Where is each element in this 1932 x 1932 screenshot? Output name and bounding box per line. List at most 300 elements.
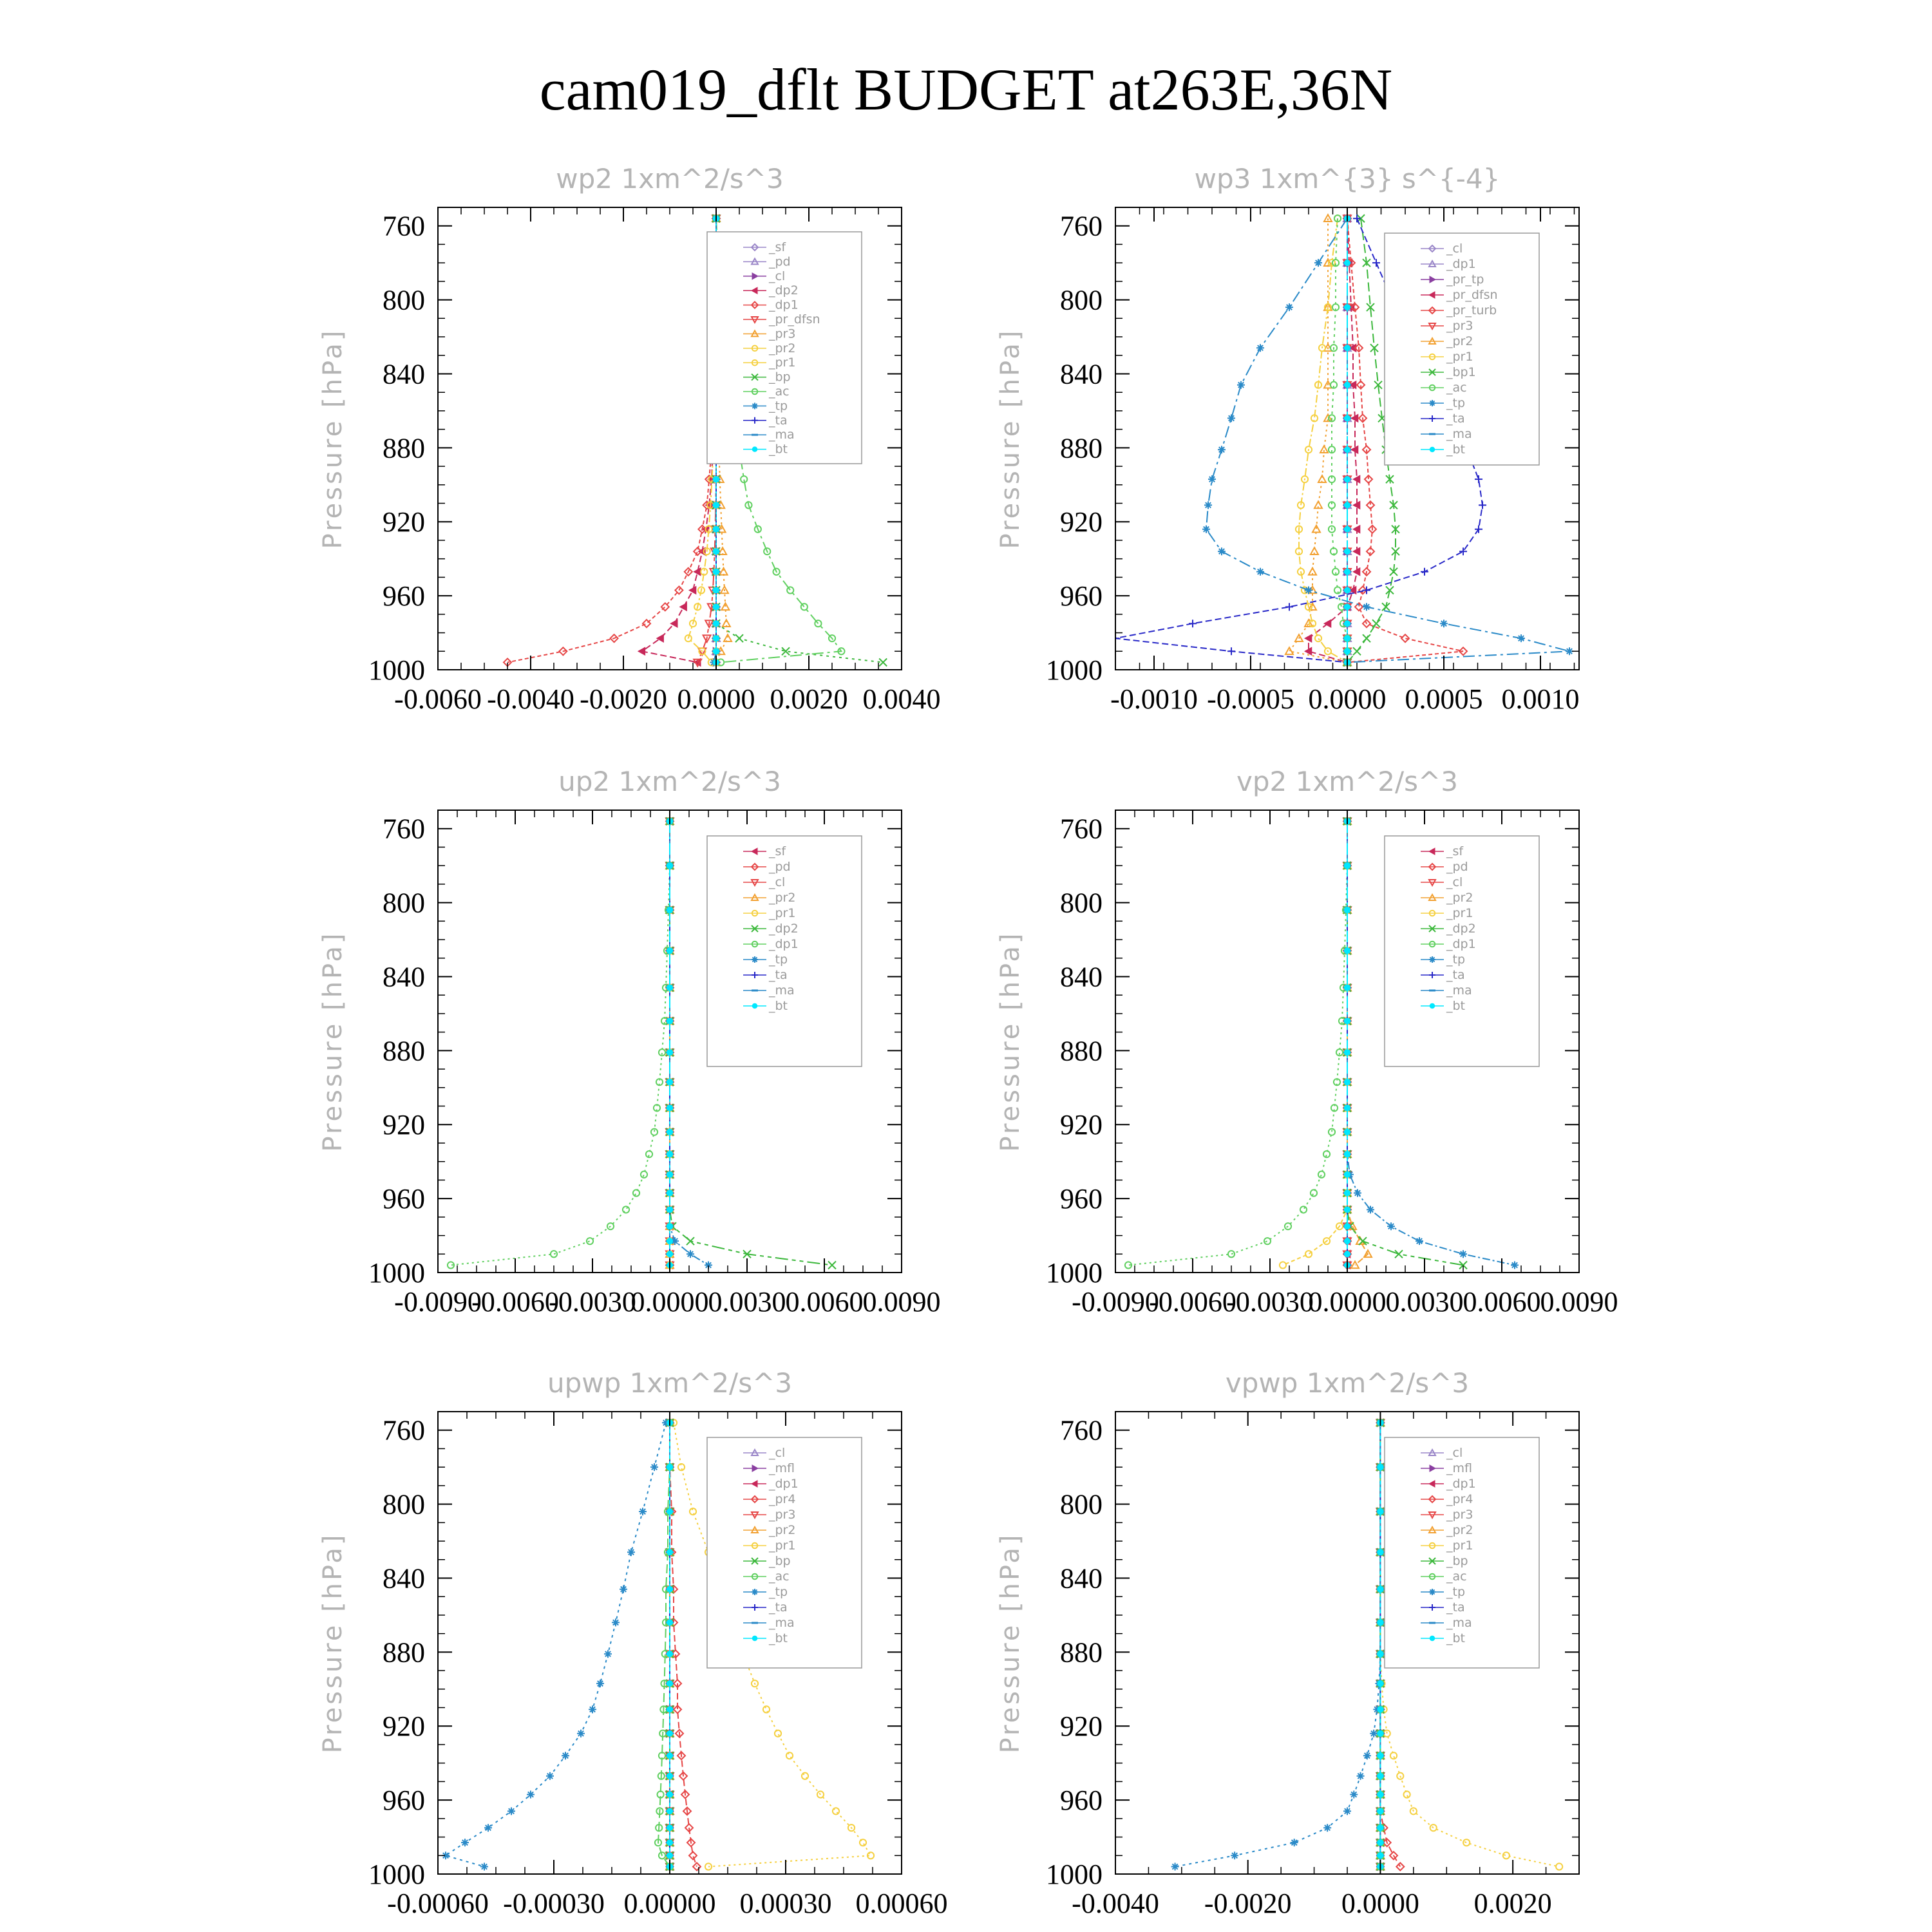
legend-label: _ac (1446, 1569, 1467, 1584)
y-tick-label: 840 (1060, 961, 1103, 993)
data-point-tp (1323, 1824, 1331, 1832)
legend-label: _tp (769, 399, 788, 413)
data-point-bt (1345, 948, 1350, 954)
data-point-tp (1256, 568, 1264, 576)
data-point-tp (687, 1250, 694, 1258)
legend-label: _dp2 (769, 283, 799, 298)
x-tick-label: -0.0005 (1207, 683, 1294, 715)
y-axis-label: Pressure [hPa] (318, 1532, 348, 1754)
data-point-bt (667, 985, 673, 990)
data-point-bt (1378, 1808, 1383, 1814)
legend-label: _bp1 (1446, 365, 1476, 379)
legend-label: _pr1 (769, 906, 796, 920)
data-point-bt (1378, 1853, 1383, 1859)
figure-title: cam019_dflt BUDGET at263E,36N (539, 57, 1393, 122)
data-point-bt (1345, 604, 1350, 610)
y-tick-label: 1000 (1046, 1859, 1103, 1890)
legend-label: _pr2 (1446, 334, 1473, 348)
legend-label: _pd (769, 254, 791, 269)
legend-label: _ta (1446, 968, 1465, 982)
legend-label: _tp (1446, 1585, 1466, 1599)
legend-label: _pr_dfsn (1446, 288, 1498, 302)
legend-label: _ma (1446, 1616, 1472, 1630)
legend-label: _dp1 (769, 937, 799, 951)
data-point-tp (1343, 1807, 1351, 1815)
legend-label: _ta (769, 1600, 788, 1615)
data-point-tp (1363, 603, 1370, 611)
legend-label: _pr1 (769, 355, 796, 370)
legend-marker (752, 447, 757, 452)
panel-title: vpwp 1xm^2/s^3 (1225, 1367, 1470, 1399)
data-point-bt (667, 1238, 673, 1244)
data-point-bt (714, 526, 719, 532)
data-point-tp (577, 1730, 585, 1738)
x-tick-label: -0.00030 (503, 1888, 605, 1919)
y-tick-label: 1000 (1046, 654, 1103, 686)
data-point-bt (667, 1018, 673, 1024)
panel-title: up2 1xm^2/s^3 (558, 766, 781, 797)
y-tick-label: 920 (1060, 1109, 1103, 1141)
legend (707, 1437, 862, 1668)
legend-label: _pr1 (1446, 1539, 1473, 1553)
legend-label: _pr2 (769, 341, 796, 355)
legend-label: _dp1 (769, 298, 799, 312)
x-tick-label: -0.0060 (471, 1286, 559, 1318)
y-tick-label: 880 (1060, 432, 1103, 464)
x-tick-label: -0.0060 (1149, 1286, 1236, 1318)
data-point-bt (1345, 1251, 1350, 1257)
data-point-bt (714, 502, 719, 508)
data-point-bt (1378, 1681, 1383, 1687)
data-point-bt (1378, 1620, 1383, 1625)
data-point-bt (1345, 1190, 1350, 1196)
legend-label: _pr2 (769, 1523, 796, 1537)
legend-label: _pr4 (769, 1492, 796, 1506)
x-tick-label: 0.0000 (630, 1286, 709, 1318)
x-tick-label: -0.0030 (1226, 1286, 1314, 1318)
y-tick-label: 1000 (368, 654, 425, 686)
y-tick-label: 920 (383, 506, 425, 538)
x-tick-label: 0.0010 (1501, 683, 1580, 715)
data-point-bt (667, 1730, 673, 1736)
panel-title: vp2 1xm^2/s^3 (1236, 766, 1458, 797)
data-point-tp (650, 1463, 658, 1471)
data-point-tp (1350, 1791, 1358, 1799)
legend (707, 836, 862, 1066)
data-point-bt (667, 1792, 673, 1797)
x-tick-label: -0.00060 (387, 1888, 489, 1919)
data-point-bt (1378, 1509, 1383, 1515)
y-tick-label: 800 (383, 284, 425, 316)
legend-label: _mfl (769, 1461, 795, 1475)
legend-label: _bt (769, 1631, 788, 1645)
legend-label: _tp (1446, 952, 1466, 967)
data-point-bt (667, 1224, 673, 1229)
y-axis-label: Pressure [hPa] (318, 328, 348, 549)
x-tick-label: 0.00060 (855, 1888, 948, 1919)
panel-title: wp2 1xm^2/s^3 (556, 163, 784, 194)
y-tick-label: 1000 (368, 1257, 425, 1289)
data-point-bt (1378, 1840, 1383, 1846)
x-tick-label: 0.0000 (1308, 683, 1387, 715)
legend-marker (1430, 447, 1435, 452)
data-point-bt (1345, 863, 1350, 869)
legend-label: _bp (1446, 1554, 1468, 1568)
data-point-bt (1378, 1753, 1383, 1759)
data-point-bt (1345, 477, 1350, 482)
legend-marker (1429, 1589, 1435, 1595)
data-point-bt (1378, 1464, 1383, 1470)
data-point-bt (667, 1105, 673, 1111)
data-point-bt (667, 1825, 673, 1831)
data-point-bt (1345, 907, 1350, 913)
legend-label: _pr1 (1446, 350, 1473, 364)
legend-label: _tp (769, 1585, 788, 1599)
legend-label: _cl (769, 875, 786, 889)
y-axis-label: Pressure [hPa] (318, 931, 348, 1152)
data-point-bt (667, 1129, 673, 1135)
legend-label: _bt (1446, 442, 1466, 457)
legend-label: _pr1 (769, 1539, 796, 1553)
legend-marker (1430, 1003, 1435, 1009)
legend-label: _ac (769, 384, 790, 399)
data-point-tp (1171, 1863, 1179, 1871)
legend-label: _pr3 (769, 1508, 796, 1522)
y-tick-label: 840 (383, 1562, 425, 1595)
data-point-tp (1363, 1752, 1371, 1759)
y-tick-label: 840 (383, 358, 425, 390)
data-point-bt (714, 649, 719, 654)
data-point-bt (1378, 1773, 1383, 1779)
data-point-bt (1345, 1018, 1350, 1024)
y-axis-label: Pressure [hPa] (996, 931, 1025, 1152)
x-tick-label: 0.0000 (1308, 1286, 1387, 1318)
legend-label: _pr4 (1446, 1492, 1473, 1506)
data-point-bt (1345, 415, 1350, 421)
x-tick-label: 0.0000 (677, 683, 755, 715)
legend (1385, 836, 1539, 1066)
legend-label: _ma (1446, 427, 1472, 441)
data-point-bt (1378, 1549, 1383, 1555)
legend-label: _pd (1446, 860, 1468, 874)
legend-marker (752, 1636, 757, 1641)
legend-label: _pr2 (769, 891, 796, 905)
data-point-bt (667, 1753, 673, 1759)
legend-label: _bt (769, 442, 788, 457)
legend-label: _ta (769, 413, 788, 428)
data-point-tp (507, 1807, 515, 1815)
legend-label: _pr3 (769, 327, 796, 341)
data-point-tp (1511, 1262, 1519, 1269)
legend-label: _mfl (1446, 1461, 1472, 1475)
y-tick-label: 760 (383, 1414, 425, 1446)
data-point-bt (667, 1620, 673, 1625)
data-point-bt (1345, 587, 1350, 593)
data-point-tp (1367, 1206, 1374, 1213)
data-point-tp (1354, 1189, 1361, 1197)
data-point-bt (714, 477, 719, 482)
y-tick-label: 760 (1060, 210, 1103, 242)
legend-label: _ma (769, 1616, 795, 1630)
data-point-bt (667, 907, 673, 913)
legend-label: _cl (1446, 242, 1463, 256)
data-point-bt (667, 1586, 673, 1592)
data-point-bt (1345, 1207, 1350, 1213)
x-tick-label: 0.00030 (739, 1888, 832, 1919)
legend-label: _pr_dfsn (769, 312, 820, 327)
data-point-bt (667, 1773, 673, 1779)
data-point-bt (1345, 1129, 1350, 1135)
x-tick-label: 0.0020 (770, 683, 848, 715)
y-tick-label: 800 (383, 1488, 425, 1520)
legend-label: _ac (769, 1569, 790, 1584)
legend-label: _ma (769, 983, 795, 998)
y-tick-label: 880 (383, 1035, 425, 1067)
x-tick-label: 0.0060 (785, 1286, 864, 1318)
x-tick-label: 0.0060 (1463, 1286, 1541, 1318)
data-point-bt (667, 863, 673, 869)
legend-marker (752, 1003, 757, 1009)
data-point-tp (1440, 620, 1448, 627)
legend-label: _ac (1446, 381, 1467, 395)
legend-label: _ma (769, 428, 795, 442)
data-point-bt (714, 621, 719, 627)
y-tick-label: 960 (383, 1785, 425, 1817)
x-tick-label: 0.0000 (1341, 1888, 1419, 1919)
legend (707, 232, 862, 464)
data-point-bt (1345, 1105, 1350, 1111)
legend-label: _ta (1446, 1600, 1465, 1615)
data-point-tp (1387, 1222, 1395, 1230)
legend-marker (1430, 1636, 1435, 1641)
data-point-bt (1345, 526, 1350, 532)
x-tick-label: -0.0040 (487, 683, 574, 715)
data-point-bt (714, 604, 719, 610)
data-point-bt (1378, 1651, 1383, 1657)
data-point-bt (667, 1464, 673, 1470)
y-tick-label: 760 (383, 210, 425, 242)
data-point-bt (1378, 1825, 1383, 1831)
x-tick-label: -0.0090 (1072, 1286, 1159, 1318)
x-tick-label: -0.0020 (1204, 1888, 1292, 1919)
legend-marker (752, 402, 758, 409)
data-point-bt (1345, 636, 1350, 641)
legend-marker (752, 956, 758, 963)
legend-label: _dp1 (1446, 1477, 1476, 1491)
data-point-bt (667, 1050, 673, 1056)
data-point-tp (1291, 1839, 1298, 1846)
legend-label: _cl (769, 1446, 786, 1460)
data-point-bt (1345, 549, 1350, 554)
x-tick-label: -0.0030 (549, 1286, 636, 1318)
data-point-bt (1345, 1238, 1350, 1244)
x-tick-label: -0.0020 (580, 683, 667, 715)
x-tick-label: 0.0030 (708, 1286, 786, 1318)
data-point-bt (667, 1207, 673, 1213)
legend-label: _bp (769, 370, 791, 384)
data-point-bt (714, 569, 719, 574)
data-point-bt (1345, 1224, 1350, 1229)
y-tick-label: 800 (1060, 887, 1103, 919)
data-point-bt (1378, 1792, 1383, 1797)
y-tick-label: 1000 (1046, 1257, 1103, 1289)
x-tick-label: 0.0030 (1385, 1286, 1464, 1318)
data-point-bt (1345, 382, 1350, 388)
data-point-tp (596, 1680, 604, 1687)
legend-label: _pr_turb (1446, 303, 1497, 317)
legend-marker (752, 1589, 758, 1595)
y-tick-label: 840 (383, 961, 425, 993)
data-point-tp (484, 1824, 492, 1832)
data-point-bt (667, 1681, 673, 1687)
legend-label: _tp (1446, 396, 1466, 410)
data-point-bt (1345, 502, 1350, 508)
x-tick-label: -0.0010 (1110, 683, 1198, 715)
legend-label: _ta (769, 968, 788, 982)
panel-title: upwp 1xm^2/s^3 (547, 1367, 792, 1399)
legend-label: _dp1 (1446, 257, 1476, 271)
panel-title: wp3 1xm^{3} s^{-4} (1194, 163, 1501, 194)
y-tick-label: 960 (383, 580, 425, 612)
y-tick-label: 800 (1060, 284, 1103, 316)
data-point-bt (667, 1509, 673, 1515)
legend-label: _sf (769, 240, 786, 254)
y-tick-label: 880 (1060, 1636, 1103, 1669)
data-point-bt (1345, 1079, 1350, 1085)
y-tick-label: 1000 (368, 1859, 425, 1890)
data-point-tp (589, 1705, 596, 1713)
legend-label: _pr1 (1446, 906, 1473, 920)
x-tick-label: 0.0090 (862, 1286, 941, 1318)
data-point-tp (620, 1586, 627, 1593)
y-tick-label: 840 (1060, 358, 1103, 390)
legend-label: _pr3 (1446, 319, 1473, 333)
legend-label: _sf (1446, 844, 1464, 858)
y-tick-label: 960 (1060, 580, 1103, 612)
data-point-tp (1370, 1730, 1378, 1738)
data-point-bt (667, 1808, 673, 1814)
y-tick-label: 800 (383, 887, 425, 919)
data-point-bt (1345, 1050, 1350, 1056)
legend-label: _bp (769, 1554, 791, 1568)
legend-label: _bt (769, 999, 788, 1013)
data-point-bt (1378, 1586, 1383, 1592)
data-point-tp (480, 1863, 488, 1871)
legend-label: _sf (769, 844, 786, 858)
data-point-tp (527, 1791, 535, 1799)
legend-label: _ta (1446, 412, 1465, 426)
y-tick-label: 800 (1060, 1488, 1103, 1520)
data-point-bt (1345, 447, 1350, 453)
x-tick-label: -0.0090 (394, 1286, 482, 1318)
data-point-bt (667, 1251, 673, 1257)
data-point-tp (461, 1839, 469, 1846)
y-tick-label: 760 (1060, 813, 1103, 845)
data-point-tp (1459, 1250, 1467, 1258)
data-point-tp (1218, 547, 1226, 555)
x-tick-label: -0.0060 (394, 683, 482, 715)
data-point-bt (714, 587, 719, 593)
y-tick-label: 880 (383, 432, 425, 464)
y-tick-label: 920 (383, 1109, 425, 1141)
legend-label: _cl (1446, 1446, 1463, 1460)
legend-label: _dp1 (1446, 937, 1476, 951)
y-tick-label: 920 (383, 1710, 425, 1743)
data-point-bt (1345, 345, 1350, 351)
data-point-bt (1345, 569, 1350, 574)
legend-label: _pr2 (1446, 1523, 1473, 1537)
data-point-bt (1345, 621, 1350, 627)
x-tick-label: -0.0040 (1072, 1888, 1159, 1919)
data-point-bt (667, 1190, 673, 1196)
data-point-tp (1357, 1772, 1365, 1780)
data-point-tp (627, 1548, 635, 1556)
y-tick-label: 960 (1060, 1183, 1103, 1215)
x-tick-label: 0.0040 (862, 683, 941, 715)
y-axis-label: Pressure [hPa] (996, 1532, 1025, 1754)
data-point-bt (667, 1151, 673, 1157)
y-tick-label: 960 (383, 1183, 425, 1215)
legend (1385, 233, 1539, 465)
data-point-tp (1218, 446, 1226, 453)
data-point-tp (639, 1508, 647, 1515)
y-tick-label: 760 (383, 813, 425, 845)
data-point-bt (1345, 1151, 1350, 1157)
y-tick-label: 920 (1060, 506, 1103, 538)
legend-label: _cl (769, 269, 786, 283)
data-point-tp (612, 1618, 620, 1626)
legend-label: _dp1 (769, 1477, 799, 1491)
legend-label: _pr2 (1446, 891, 1473, 905)
x-tick-label: 0.0005 (1405, 683, 1483, 715)
y-axis-label: Pressure [hPa] (996, 328, 1025, 549)
legend-label: _dp2 (1446, 922, 1476, 936)
data-point-bt (667, 1079, 673, 1085)
y-tick-label: 840 (1060, 1562, 1103, 1595)
legend-label: _pr_tp (1446, 272, 1484, 287)
data-point-bt (667, 1171, 673, 1177)
y-tick-label: 880 (1060, 1035, 1103, 1067)
data-point-bt (714, 636, 719, 641)
data-point-bt (1345, 305, 1350, 310)
y-tick-label: 920 (1060, 1710, 1103, 1743)
legend-label: _ma (1446, 983, 1472, 998)
legend-label: _pr3 (1446, 1508, 1473, 1522)
y-tick-label: 760 (1060, 1414, 1103, 1446)
data-point-bt (667, 1853, 673, 1859)
legend-marker (1429, 956, 1435, 963)
legend-label: _dp2 (769, 922, 799, 936)
data-point-bt (667, 1707, 673, 1712)
x-tick-label: 0.00000 (623, 1888, 716, 1919)
y-tick-label: 960 (1060, 1785, 1103, 1817)
data-point-bt (667, 1651, 673, 1657)
data-point-bt (1345, 260, 1350, 266)
legend (1385, 1437, 1539, 1668)
data-point-tp (604, 1650, 612, 1658)
data-point-bt (1378, 1730, 1383, 1736)
data-point-bt (1345, 1171, 1350, 1177)
data-point-bt (667, 948, 673, 954)
data-point-bt (1345, 985, 1350, 990)
legend-label: _bt (1446, 999, 1466, 1013)
x-tick-label: 0.0090 (1540, 1286, 1618, 1318)
x-tick-label: 0.0020 (1473, 1888, 1552, 1919)
legend-marker (1429, 400, 1435, 406)
legend-label: _pd (769, 860, 791, 874)
data-point-bt (1345, 649, 1350, 654)
data-point-bt (667, 1549, 673, 1555)
